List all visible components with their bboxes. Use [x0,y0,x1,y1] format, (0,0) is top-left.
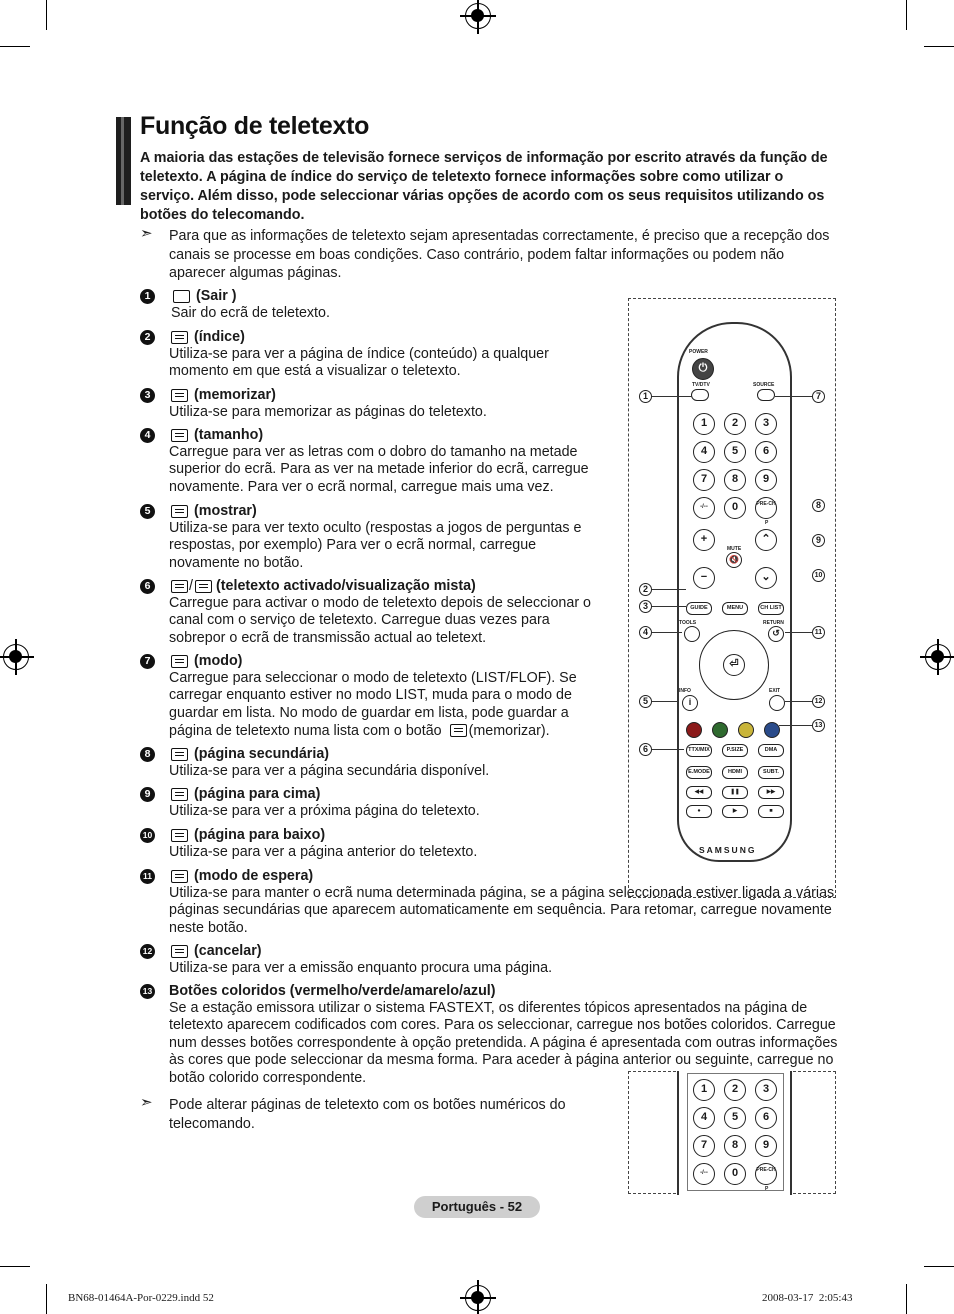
callout-line [785,632,812,633]
digit-button: 6 [755,441,777,463]
source-button [757,389,775,401]
callout-marker: 3 [639,600,652,613]
page-down-icon [171,829,188,842]
callout-line [652,632,682,633]
teletext-on-icon [171,580,188,593]
cancel-icon [171,945,188,958]
list-item [140,786,600,822]
digit-button: 1 [693,413,715,435]
callout-marker: 10 [812,569,825,582]
hdmi-button: HDMI [722,766,748,779]
item-number: 6 [140,579,155,594]
channel-down-button: ⌄ [755,567,777,589]
item-description-text: Utiliza-se para manter o ecrã numa determinada página, se a página seleccionada estiver ligada a várias páginas secundárias que aparecem automaticamente em sequência. Para retomar, carregue novamente neste botão. [169,885,835,936]
reveal-icon [171,505,188,518]
item-number: 10 [140,828,155,843]
exit-icon [173,290,190,303]
red-button [686,722,702,738]
item-number: 8 [140,747,155,762]
hold-icon [171,870,188,883]
forward-button: ▶▶ [758,786,784,799]
item-heading: (modo de espera) [194,868,314,884]
digit-button: 3 [755,413,777,435]
list-item [140,427,610,499]
callout-marker: 1 [639,390,652,403]
item-heading: (tamanho) [194,427,264,443]
callout-line [652,606,686,607]
item-heading: Botões coloridos (vermelho/verde/amarelo/azul) [169,983,496,999]
item-description: Utiliza-se para ver a página de índice (conteúdo) a qualquer momento em que está a visualizar o teletexto. [169,346,549,380]
p-label: P [765,520,769,526]
registration-mark-icon [465,3,491,29]
exit-label: EXIT [769,688,781,694]
digit-button: 9 [755,469,777,491]
tools-label: TOOLS [679,620,697,626]
registration-mark-icon [3,644,29,670]
callout-marker: 6 [639,743,652,756]
remote-control [677,322,792,862]
stop-button: ■ [758,805,784,818]
digit-button: 4 [693,441,715,463]
guide-button: GUIDE [686,602,712,615]
item-heading: (Sair ) [196,288,237,304]
registration-mark-icon [465,1285,491,1311]
chlist-button: CH LIST [758,602,784,615]
callout-marker: 9 [812,534,825,547]
digit-button: 6 [755,1107,777,1129]
size-icon [171,429,188,442]
item-description: Utiliza-se para ver a próxima página do teletexto. [169,803,480,819]
play-button: ▶ [722,805,748,818]
info-label: INFO [679,688,691,694]
list-item [140,943,600,979]
tools-button [684,626,700,642]
remote-control-numpad [677,1071,792,1195]
item-heading: (página para cima) [194,786,321,802]
registration-mark-icon [925,644,951,670]
callout-line [775,396,812,397]
mode-icon [171,655,188,668]
item-description: Carregue para activar o modo de teletexto depois de seleccionar o canal com o serviço de teletexto. Carregue duas vezes para sobrepor o ecrã de transmissão actual ao teletext. [169,595,592,646]
crop-mark [906,0,907,30]
intro-paragraph: A maioria das estações de televisão fornece serviços de informação por escrito através da função de teletexto. A página de índice do serviço de teletexto fornece informações sobre como utilizar o serviço. Além disso, pode seleccionar várias opções de acordo com os seus requisitos utilizando os botões do telecomando. [140,150,828,223]
note-arrow-icon: ➣ [140,225,153,242]
channel-up-button: ⌃ [755,529,777,551]
callout-marker: 4 [639,626,652,639]
callout-marker: 12 [812,695,825,708]
tvdtv-button [691,389,709,401]
item-heading: (memorizar) [194,387,276,403]
item-number: 11 [140,869,155,884]
yellow-button [738,722,754,738]
item-heading: (cancelar) [194,943,262,959]
item-description [169,670,599,741]
item-description: Utiliza-se para memorizar as páginas do teletexto. [169,404,487,420]
item-description: Utiliza-se para ver a emissão enquanto procura uma página. [169,960,553,976]
item-number: 13 [140,984,155,999]
digit-button: 8 [724,1135,746,1157]
item-number: 1 [140,289,155,304]
digit-button: 8 [724,469,746,491]
store-icon [171,389,188,402]
crop-mark [906,1284,907,1314]
item-heading: (página para baixo) [194,827,326,843]
ttxmix-button: TTX/MIX [686,744,712,757]
sub-page-icon [171,748,188,761]
psize-button: P.SIZE [722,744,748,757]
digit-button: 2 [724,413,746,435]
source-label: SOURCE [753,382,775,388]
item-number: 2 [140,330,155,345]
callout-marker: 5 [639,695,652,708]
index-icon [171,331,188,344]
item-number: 5 [140,504,155,519]
prech-button: PRE-CH [755,497,777,519]
callout-line [785,701,812,702]
mix-icon [195,580,212,593]
menu-button: MENU [722,602,748,615]
note-arrow-icon: ➣ [140,1094,153,1111]
power-label: POWER [689,349,708,355]
return-button: ↺ [768,626,784,642]
page-up-icon [171,788,188,801]
list-item [140,387,580,425]
digit-button: 7 [693,469,715,491]
item-number: 9 [140,787,155,802]
list-item [140,653,600,743]
exit-button [769,695,785,711]
mute-button: 🔇 [726,552,742,568]
item-description: Utiliza-se para ver texto oculto (respostas a jogos de perguntas e respostas, por exemplo) Para ver o ecrã normal, carregue novamente no botão. [169,520,582,571]
callout-marker: 11 [812,626,825,639]
item-heading: (teletexto activado/visualização mista) [216,578,476,594]
slash-separator: / [189,578,193,594]
list-item [140,288,600,324]
volume-up-button: + [693,529,715,551]
digit-button: 3 [755,1079,777,1101]
crop-mark [0,46,30,47]
blue-button [764,722,780,738]
p-label: P [765,1186,769,1192]
note-text: Pode alterar páginas de teletexto com os botões numéricos do telecomando. [169,1097,566,1132]
item-heading: (mostrar) [194,503,257,519]
list-item [140,746,600,782]
callout-marker: 7 [812,390,825,403]
crop-mark [924,1266,954,1267]
digit-button: 4 [693,1107,715,1129]
item-heading: (índice) [194,329,245,345]
tvdtv-label: TV/DTV [692,382,710,388]
callout-line [652,396,692,397]
note-text: Para que as informações de teletexto sejam apresentadas correctamente, é preciso que a recepção dos canais se processe em boas condições. Caso contrário, podem faltar informações ou podem não aparecer algumas páginas. [169,228,830,281]
note-numeric [140,1096,590,1136]
item-heading: (página secundária) [194,746,330,762]
item-description: Carregue para ver as letras com o dobro do tamanho na metade superior do ecrã. Para as ver na metade inferior do ecrã, carregue novamente. Para ver o ecrã normal, carregue mais uma vez. [169,444,589,495]
callout-marker: 8 [812,499,825,512]
brand-logo: SAMSUNG [699,845,757,855]
list-item [140,827,600,863]
emode-button: E.MODE [686,766,712,779]
dma-button: DMA [758,744,784,757]
digit-button: 0 [724,1163,746,1185]
record-button: ● [686,805,712,818]
item-heading: (modo) [194,653,243,669]
digit-button: 5 [724,1107,746,1129]
crop-mark [46,0,47,30]
item-description: Utiliza-se para ver a página anterior do teletexto. [169,844,478,860]
item-description-text: Carregue para seleccionar o modo de teletexto (LIST/FLOF). Se carregar enquanto estiver no modo LIST, muda para o modo de guardar em lista. No modo de guardar em lista, pode guardar a página de teletexto numa lista com o botão [169,670,577,740]
date-slug: 2008-03-17 ⁤⁤ 2:05:43 [762,1292,853,1304]
info-button: i [682,695,698,711]
item-description-tail: (memorizar). [468,723,550,740]
dash-button: -/-- [693,497,715,519]
callout-line [652,749,684,750]
digit-button: 9 [755,1135,777,1157]
crop-mark [924,46,954,47]
callout-line [779,725,812,726]
power-button: ⏻ [692,358,714,380]
subt-button: SUBT. [758,766,784,779]
crop-mark [0,1266,30,1267]
callout-marker: 2 [639,583,652,596]
page-number-badge: Português - 52 [414,1196,540,1218]
list-item [140,329,580,385]
pause-button: ❚❚ [722,786,748,799]
callout-line [652,589,686,590]
list-item [140,578,600,650]
prech-button: PRE-CH [755,1163,777,1185]
item-number: 3 [140,388,155,403]
item-number: 7 [140,654,155,669]
crop-mark [46,1284,47,1314]
digit-button: 2 [724,1079,746,1101]
section-bar-accent [121,117,124,205]
callout-line [652,701,678,702]
callout-marker: 13 [812,719,825,732]
volume-down-button: − [693,567,715,589]
green-button [712,722,728,738]
digit-button: 5 [724,441,746,463]
item-description: Se a estação emissora utilizar o sistema FASTEXT, os diferentes tópicos apresentados na página de teletexto aparecem codificados com cores. Para os seleccionar, carregue nos botões coloridos. Carregue num desses botões correspondente à opção pretendida. A página é apresentada com outras informações às cores que pode seleccionar da mesma forma. Para aceder à página anterior ou seguinte, carregue no botão colorido correspondente. [169,1000,838,1086]
item-description: Utiliza-se para ver a página secundária disponível. [169,763,490,779]
enter-button: ⏎ [723,654,745,676]
dash-button: -/-- [693,1163,715,1185]
item-number: 12 [140,944,155,959]
return-label: RETURN [763,620,784,626]
item-description: Sair do ecrã de teletexto. [171,305,330,321]
note-reception [140,227,840,283]
item-number: 4 [140,428,155,443]
digit-button: 0 [724,497,746,519]
page-title: Função de teletexto [140,112,370,140]
digit-button: 1 [693,1079,715,1101]
mute-label: MUTE [727,546,742,552]
file-slug: BN68-01464A-Por-0229.indd 52 [68,1292,214,1304]
digit-button: 7 [693,1135,715,1157]
rewind-button: ◀◀ [686,786,712,799]
list-item [140,503,590,575]
store-icon [450,724,467,737]
